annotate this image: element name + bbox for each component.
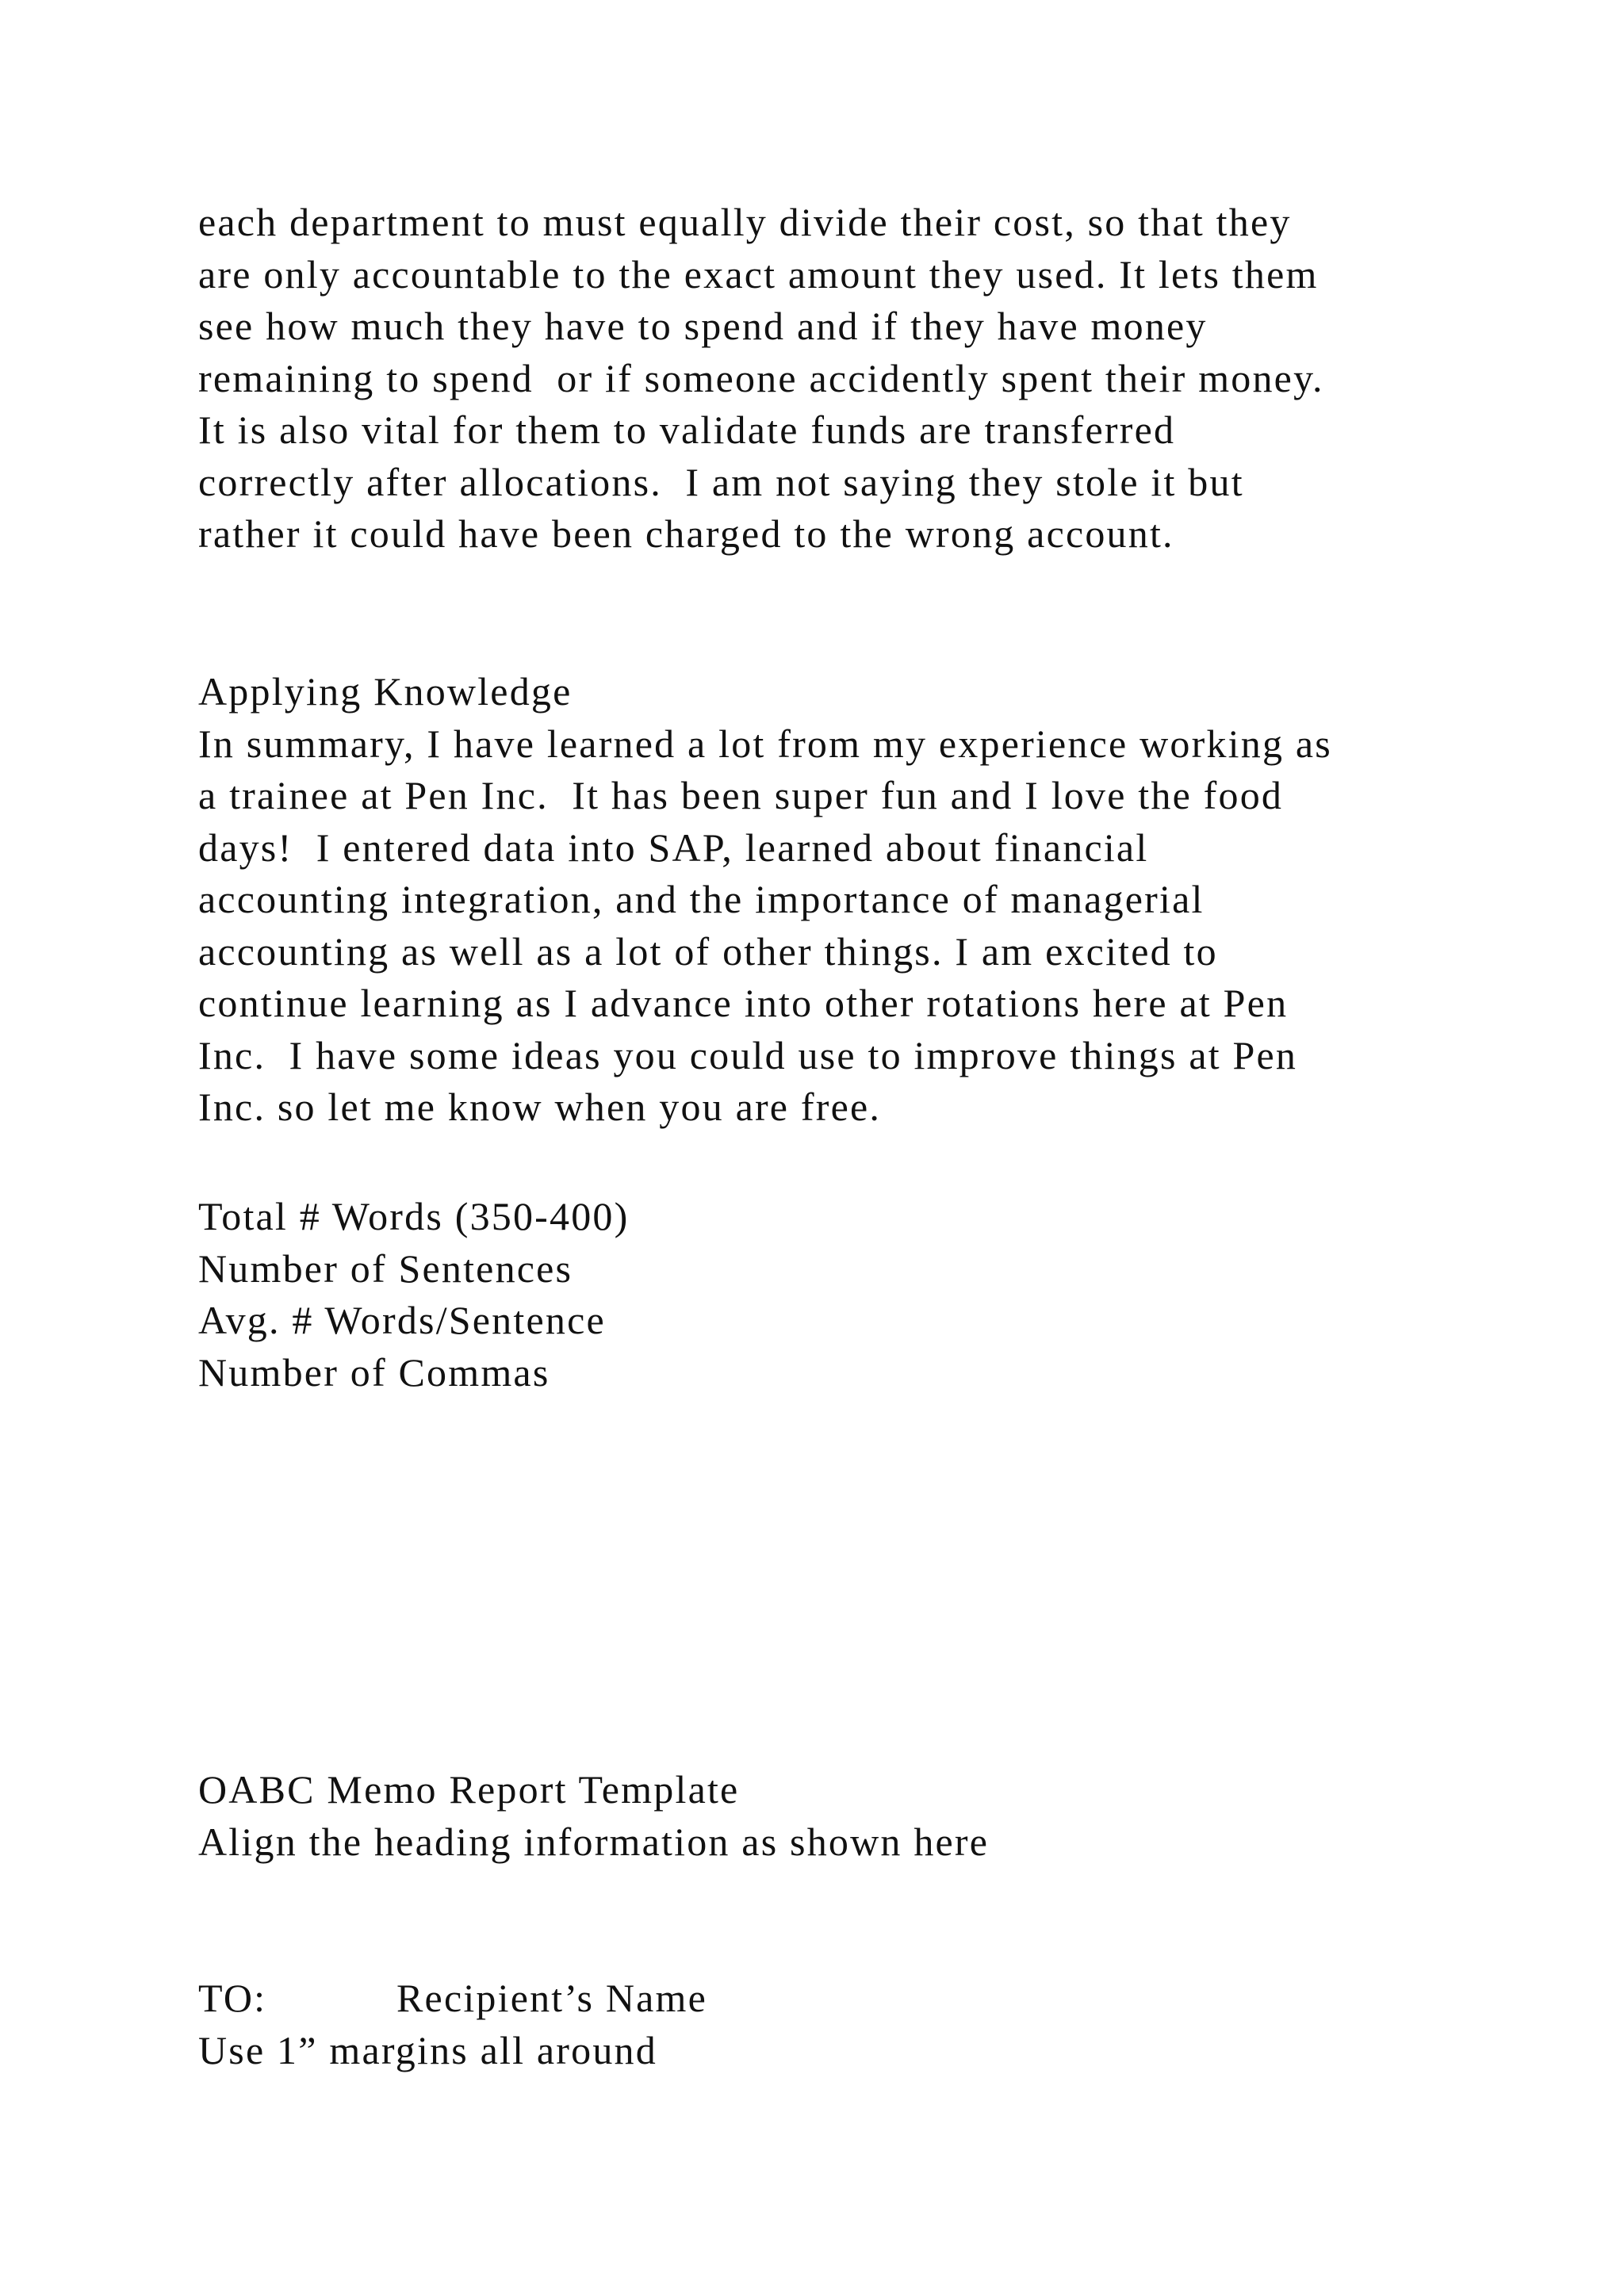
paragraph-line: remaining to spend or if someone accidently spent their money. <box>198 355 1324 400</box>
paragraph-line: continue learning as I advance into other rotations here at Pen <box>198 981 1289 1025</box>
paragraph-line: are only accountable to the exact amount they used. It lets them <box>198 251 1319 297</box>
template-instruction: Align the heading information as shown here <box>198 1819 990 1864</box>
applying-knowledge-section <box>198 666 1332 1134</box>
paragraph-line: It is also vital for them to validate funds are transferred <box>198 408 1176 452</box>
paragraph-line: days! I entered data into SAP, learned about financial <box>198 825 1149 870</box>
to-label: TO: <box>198 1976 267 2020</box>
paragraph-line: accounting integration, and the importance of managerial <box>198 877 1205 921</box>
template-title: OABC Memo Report Template <box>198 1767 740 1812</box>
sentences-label: Number of Sentences <box>198 1246 573 1291</box>
paragraph-line: see how much they have to spend and if they have money <box>198 304 1208 348</box>
section-heading: Applying Knowledge <box>198 669 573 714</box>
commas-label: Number of Commas <box>198 1349 550 1395</box>
memo-template-heading <box>198 1764 989 1868</box>
paragraph-line: each department to must equally divide their cost, so that they <box>198 200 1292 244</box>
to-row <box>198 1973 707 2025</box>
paragraph-line: a trainee at Pen Inc. It has been super fun and I love the food <box>198 773 1284 817</box>
word-stats-list <box>198 1191 629 1399</box>
memo-header-block <box>198 1973 707 2076</box>
total-words-label: Total # Words (350-400) <box>198 1194 630 1238</box>
recipient-name: Recipient’s Name <box>396 1976 708 2020</box>
margins-note: Use 1” margins all around <box>198 2027 657 2072</box>
avg-words-label: Avg. # Words/Sentence <box>198 1298 606 1342</box>
paragraph-line: accounting as well as a lot of other things. I am excited to <box>198 928 1218 974</box>
paragraph-line: correctly after allocations. I am not saying they stole it but <box>198 459 1244 504</box>
paragraph-line: rather it could have been charged to the wrong account. <box>198 511 1174 556</box>
paragraph-line: Inc. so let me know when you are free. <box>198 1085 882 1129</box>
paragraph-line: In summary, I have learned a lot from my experience working as <box>198 721 1332 766</box>
allocation-paragraph <box>198 197 1324 561</box>
paragraph-line: Inc. I have some ideas you could use to improve things at Pen <box>198 1032 1298 1077</box>
